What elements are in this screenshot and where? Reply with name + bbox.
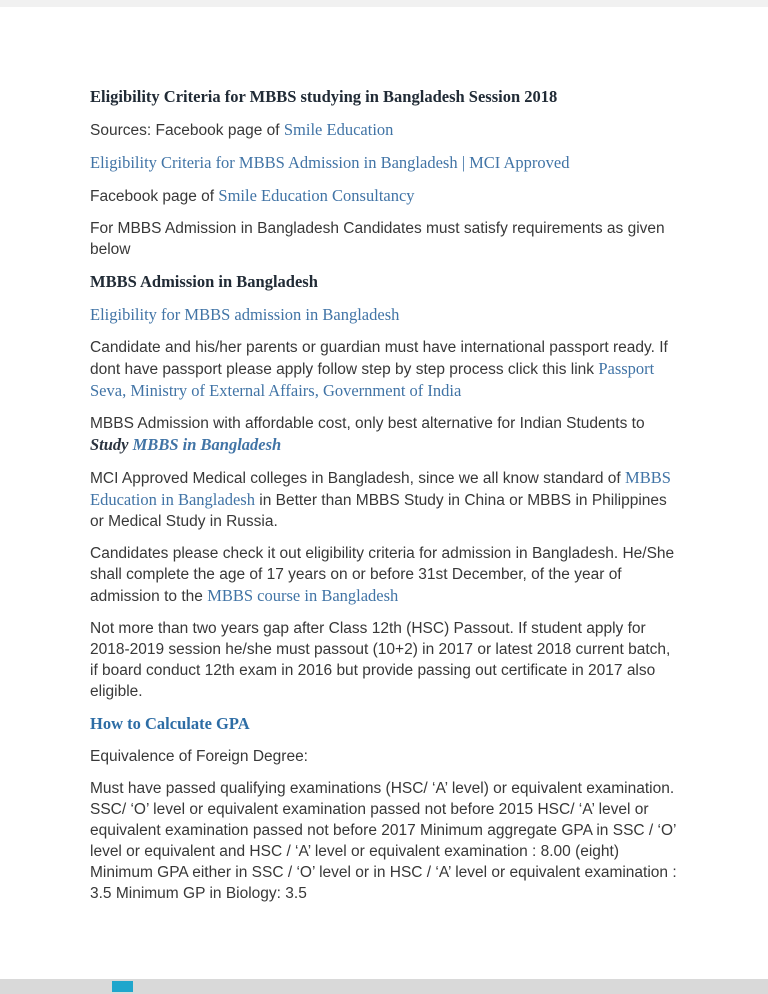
qualifying-exams-paragraph [90, 778, 681, 904]
link[interactable]: Passport Seva, Ministry of External Affairs, Government of India [90, 359, 659, 400]
requirements-paragraph [90, 218, 678, 260]
text-run: Facebook page of [90, 188, 219, 205]
text-run: Candidate and his/her parents or guardian must have international passport ready. If dont have passport please apply follow step by step process click this link [90, 339, 673, 378]
link[interactable]: Smile Education [283, 120, 394, 139]
sources-paragraph [90, 119, 678, 141]
text-run: MBBS Admission in Bangladesh [90, 272, 318, 291]
equivalence-paragraph [90, 746, 678, 767]
title-heading [90, 86, 678, 107]
link[interactable]: MBBS course in Bangladesh [207, 586, 399, 605]
text-run: in Better than MBBS Study in China or MBBS in Philippines or Medical Study in Russia. [90, 492, 672, 530]
link[interactable]: Smile Education Consultancy [218, 186, 415, 205]
facebook-page-paragraph [90, 185, 678, 207]
document-content [90, 86, 681, 915]
text-run: Not more than two years gap after Class 12th (HSC) Passout. If student apply for 2018-2019 session he/she must passout (10+2) in 2017 or latest 2018 current batch, if board conduct 12th exam in 2016 but provide passing out certificate in 2017 also eligible. [90, 620, 675, 700]
page-top-bar [0, 0, 768, 7]
affordable-cost-paragraph [90, 413, 678, 456]
text-run: Study [90, 435, 133, 454]
passport-paragraph [90, 337, 678, 402]
text-run: MCI Approved Medical colleges in Bangladesh, since we all know standard of [90, 470, 626, 487]
text-run: Eligibility Criteria for MBBS studying in Bangladesh Session 2018 [90, 87, 558, 106]
link[interactable]: Eligibility for MBBS admission in Bangladesh [90, 305, 400, 324]
text-run: Candidates please check it out eligibility criteria for admission in Bangladesh. He/She shall complete the age of 17 years on or before 31st December, of the year of admission to the [90, 545, 679, 605]
how-to-calculate-gpa-heading [90, 713, 678, 734]
next-page-accent [112, 981, 133, 992]
text-run: For MBBS Admission in Bangladesh Candidates must satisfy requirements as given below [90, 220, 669, 258]
link[interactable]: MBBS in Bangladesh [132, 435, 282, 454]
text-run: Must have passed qualifying examinations (HSC/ ‘A’ level) or equivalent examination. SSC/ ‘O’ level or equivalent examination passed not before 2015 HSC/ ‘A’ level or equivalent examination passed not before 2017 Minimum aggregate GPA in SSC / ‘O’ level or equivalent and HSC / ‘A’ level or equivalent examination : 8.00 (eight) Minimum GPA either in SSC / ‘O’ level or in HSC / ‘A’ level or equivalent examination : 3.5 Minimum GP in Biology: 3.5 [90, 780, 681, 902]
link[interactable]: MBBS Education in Bangladesh [90, 468, 676, 509]
mci-approved-paragraph [90, 467, 678, 532]
link[interactable]: Eligibility Criteria for MBBS Admission in Bangladesh | MCI Approved [90, 153, 570, 172]
text-run: Sources: Facebook page of [90, 122, 284, 139]
text-run: How to Calculate GPA [90, 714, 250, 733]
age-criteria-paragraph [90, 543, 678, 607]
text-run: MBBS Admission with affordable cost, only best alternative for Indian Students to [90, 415, 649, 432]
eligibility-link-line [90, 304, 678, 326]
mbbs-admission-heading [90, 271, 678, 292]
link-line-mci [90, 152, 678, 174]
text-run: Equivalence of Foreign Degree: [90, 748, 308, 765]
gap-years-paragraph [90, 618, 678, 702]
